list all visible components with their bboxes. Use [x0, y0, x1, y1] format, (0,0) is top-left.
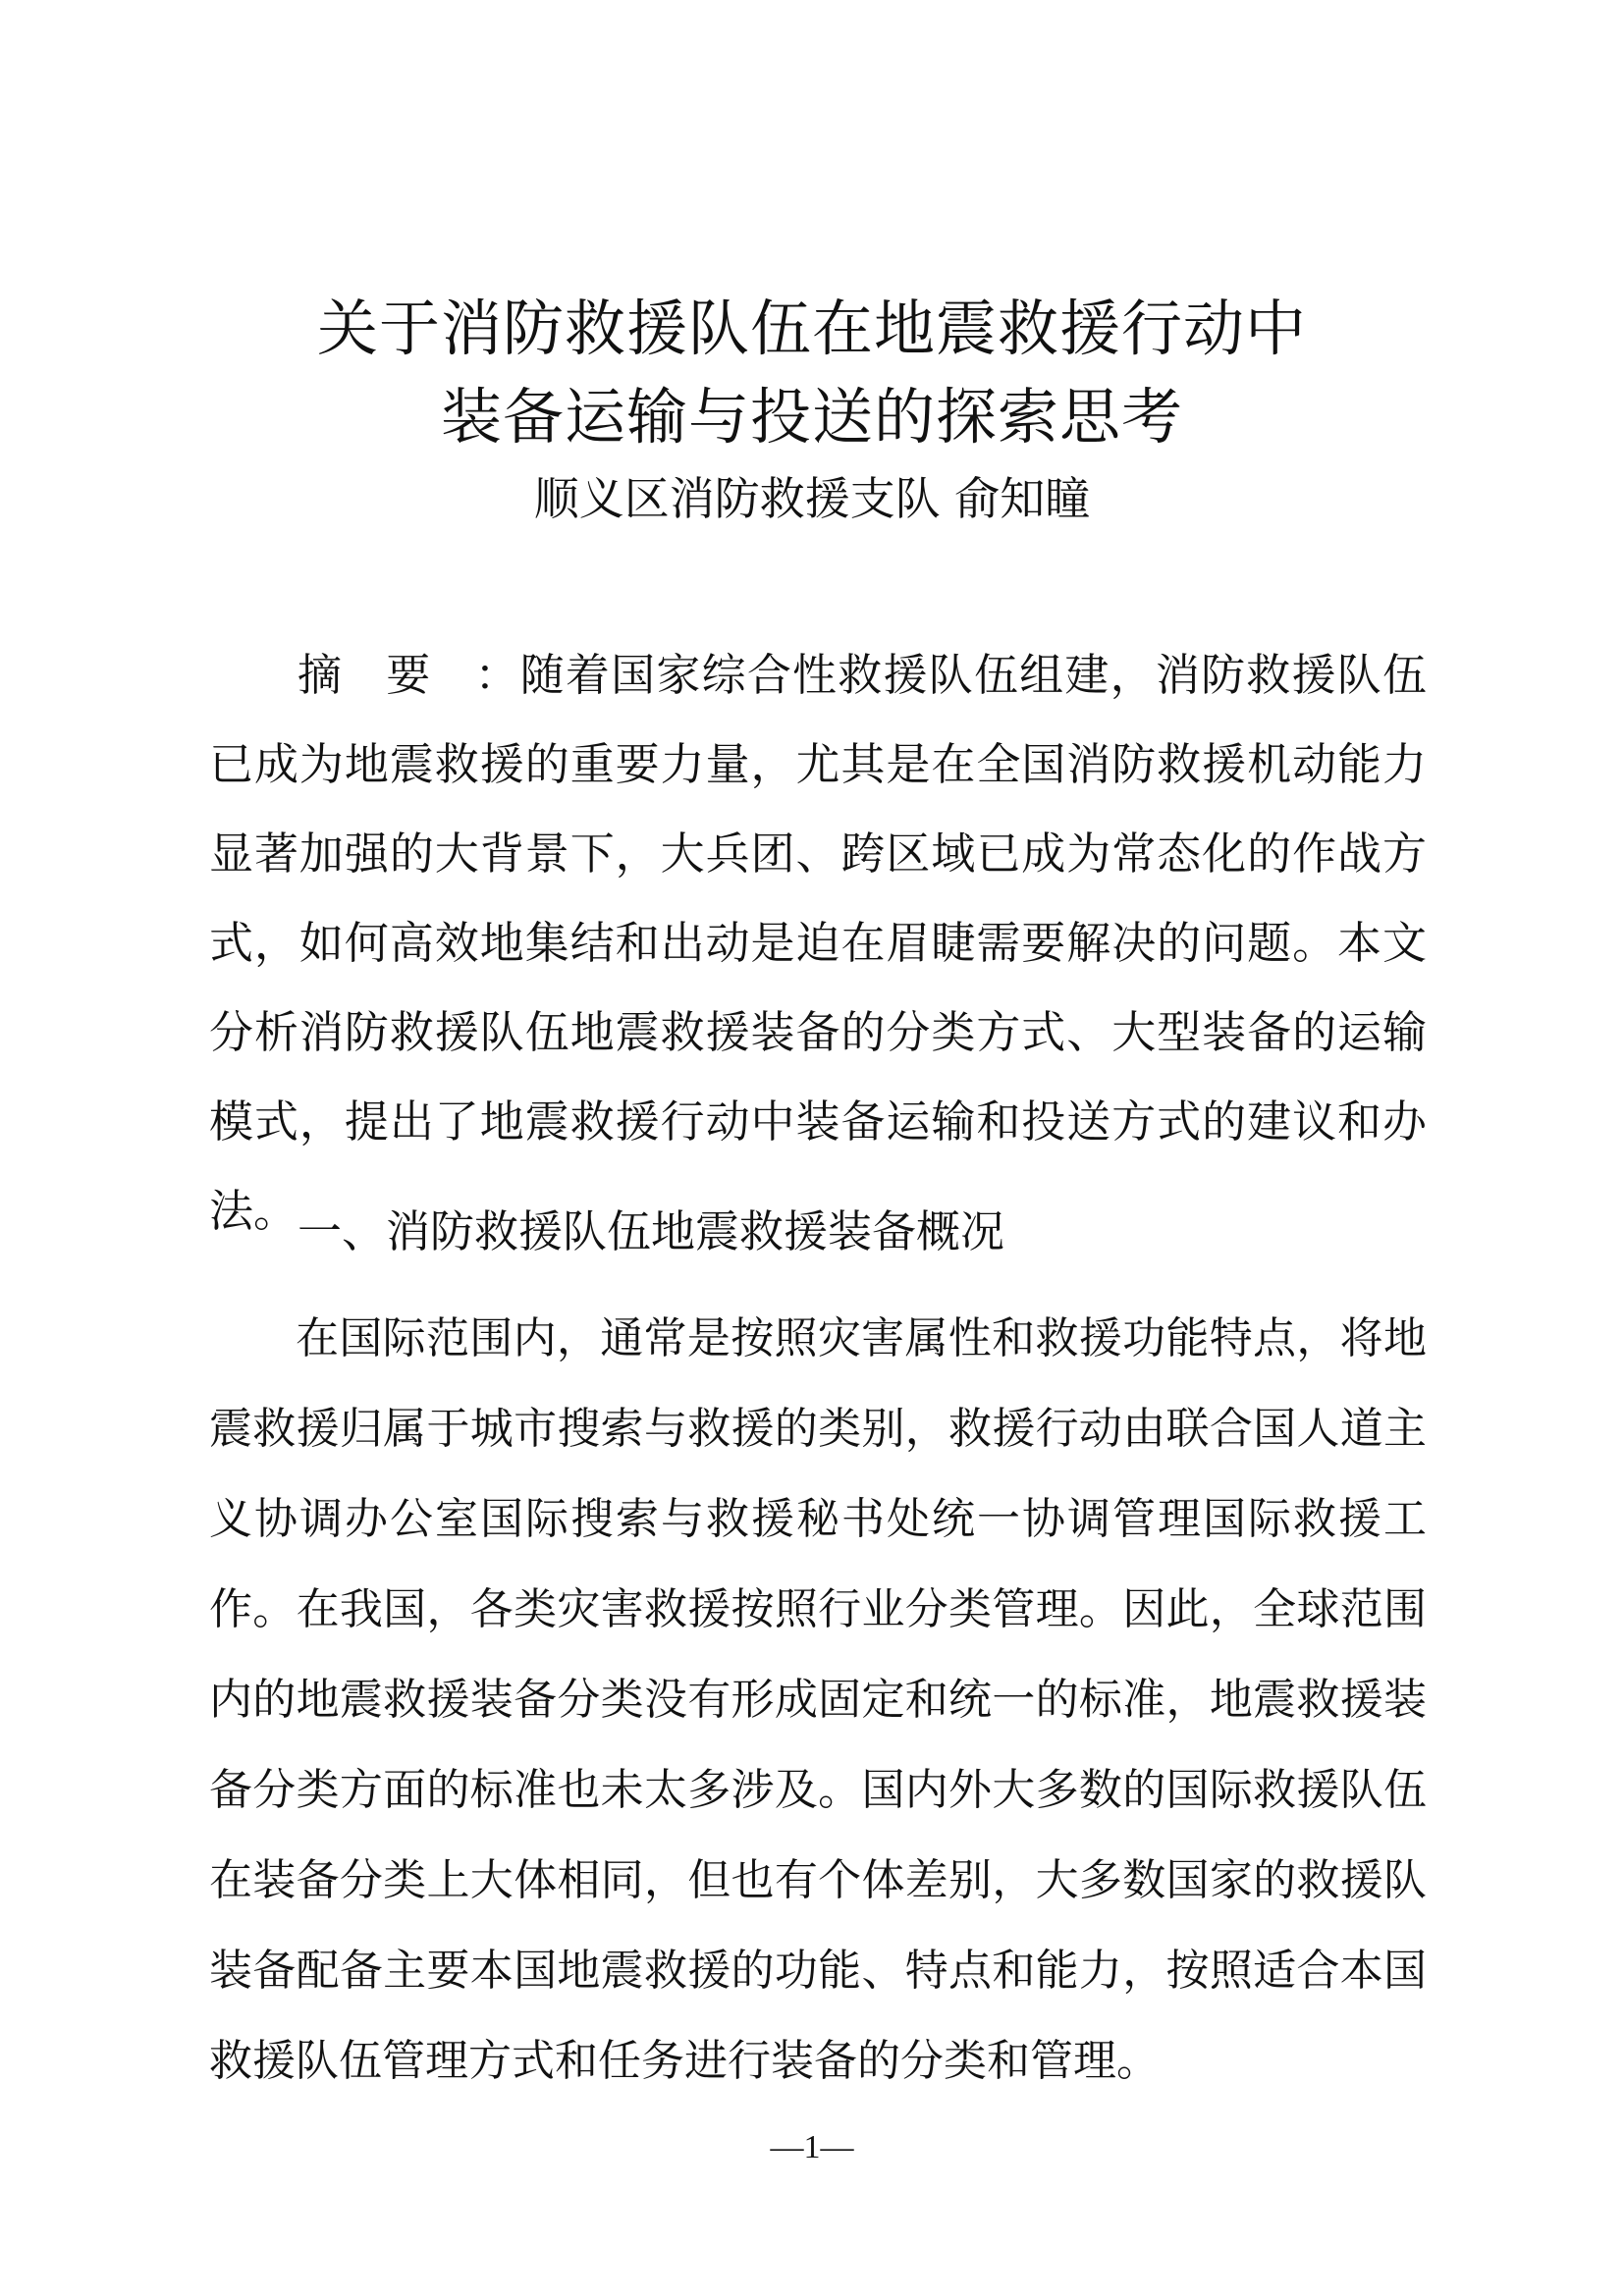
abstract-label: 摘要 [298, 649, 475, 701]
document-title-line-1: 关于消防救援队伍在地震救援行动中 [316, 293, 1307, 364]
section-heading: 一、消防救援队伍地震救援装备概况 [298, 1205, 1005, 1257]
document-title-line-2: 装备运输与投送的探索思考 [440, 381, 1183, 453]
section-paragraph: 在国际范围内，通常是按照灾害属性和救援功能特点，将地震救援归属于城市搜索与救援的类别，救援行动由联合国人道主义协调办公室国际搜索与救援秘书处统一协调管理国际救援工作。在我国，各类灾害救援按照行业分类管理。因此，全球范围内的地震救援装备分类没有形成固定和统一的标准，地震救援装备分类方面的标准也未太多涉及。国内外大多数的国际救援队伍在装备分类上大体相同，但也有个体差别，大多数国家的救援队装备配备主要本国地震救援的功能、特点和能力，按照适合本国救援队伍管理方式和任务进行装备的分类和管理。 [209, 1313, 1427, 2086]
author-line: 顺义区消防救援支队 俞知瞳 [533, 472, 1091, 525]
abstract-text: 随着国家综合性救援队伍组建，消防救援队伍已成为地震救援的重要力量，尤其是在全国消防救援机动能力显著加强的大背景下，大兵团、跨区域已成为常态化的作战方式，如何高效地集结和出动是迫在眉睫需要解决的问题。本文分析消防救援队伍地震救援装备的分类方式、大型装备的运输模式，提出了地震救援行动中装备运输和投送方式的建议和办法。 [209, 649, 1427, 1237]
page-number: —1— [770, 2129, 854, 2165]
abstract-paragraph [209, 630, 1427, 1255]
title-block [0, 285, 1624, 530]
abstract-colon: ： [474, 649, 520, 701]
